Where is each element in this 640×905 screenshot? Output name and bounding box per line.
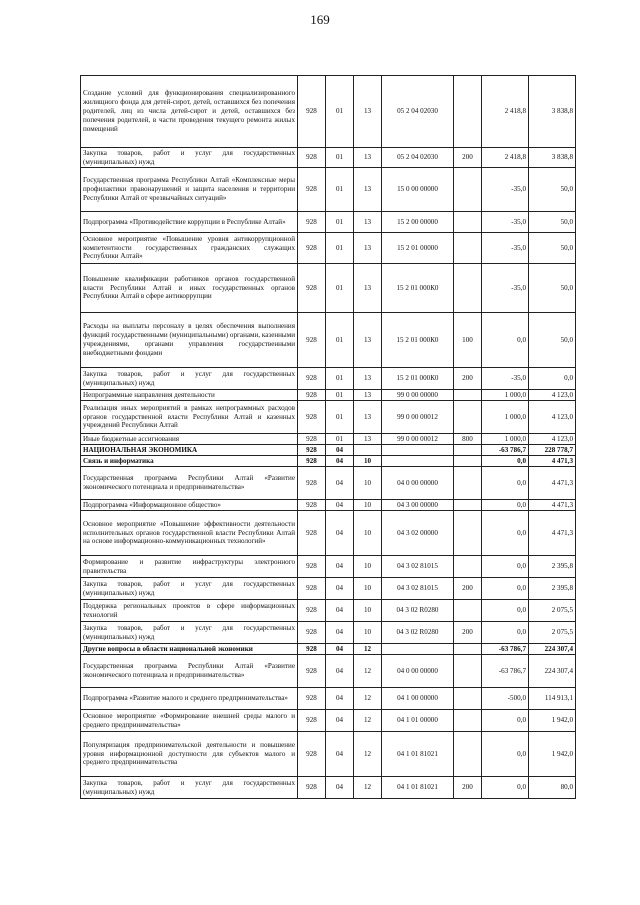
- row-name: Закупка товаров, работ и услуг для государственных (муниципальных) нужд: [81, 578, 298, 600]
- table-row: [81, 401, 576, 434]
- subsection-code: 13: [354, 434, 382, 445]
- amount-total: 2 075,5: [529, 600, 576, 622]
- subsection-code: 10: [354, 600, 382, 622]
- subsection-code: 12: [354, 777, 382, 799]
- expense-type-code: [454, 511, 482, 556]
- amount-total: 50,0: [529, 313, 576, 368]
- expense-type-code: [454, 233, 482, 264]
- section-code: 01: [326, 401, 354, 434]
- row-name: Реализация иных мероприятий в рамках непрограммных расходов органов государственной власти Республики Алтай и казенных учреждений Республики Алтай: [81, 401, 298, 434]
- expense-type-code: 200: [454, 148, 482, 168]
- amount-change: -63 786,7: [482, 644, 529, 655]
- amount-total: 1 942,0: [529, 732, 576, 777]
- amount-change: 0,0: [482, 578, 529, 600]
- subsection-code: 10: [354, 500, 382, 511]
- amount-total: 50,0: [529, 168, 576, 212]
- subsection-code: 12: [354, 710, 382, 732]
- amount-total: 4 471,3: [529, 456, 576, 467]
- table-row: [81, 622, 576, 644]
- ministry-code: 928: [298, 445, 326, 456]
- amount-total: 4 123,0: [529, 390, 576, 401]
- amount-change: -63 786,7: [482, 655, 529, 688]
- row-name: Другие вопросы в области национальной экономики: [81, 644, 298, 655]
- target-article-code: 04 3 02 81015: [382, 578, 454, 600]
- amount-change: 1 000,0: [482, 390, 529, 401]
- amount-total: 1 942,0: [529, 710, 576, 732]
- row-name: Расходы на выплаты персоналу в целях обеспечения выполнения функций государственными (муниципальными) органами, казенными учреждениями, органами управления государственными внебюджетными фондами: [81, 313, 298, 368]
- subsection-code: 13: [354, 368, 382, 390]
- expense-type-code: [454, 76, 482, 148]
- table-row: [81, 655, 576, 688]
- target-article-code: 04 1 00 00000: [382, 688, 454, 710]
- subsection-code: 12: [354, 655, 382, 688]
- amount-total: 4 471,3: [529, 500, 576, 511]
- amount-total: 4 471,3: [529, 467, 576, 500]
- ministry-code: 928: [298, 233, 326, 264]
- expense-type-code: [454, 644, 482, 655]
- row-name: Создание условий для функционирования специализированного жилищного фонда для детей-сирот, детей, оставшихся без попечения родителей, лиц из числа детей-сирот и детей, оставшихся без попечения родителей, в части проведения текущего ремонта жилых помещений: [81, 76, 298, 148]
- row-name: Связь и информатика: [81, 456, 298, 467]
- ministry-code: 928: [298, 212, 326, 233]
- target-article-code: 04 3 02 R0280: [382, 600, 454, 622]
- expense-type-code: [454, 732, 482, 777]
- expense-type-code: 800: [454, 434, 482, 445]
- ministry-code: 928: [298, 500, 326, 511]
- expense-type-code: [454, 456, 482, 467]
- amount-total: 114 913,1: [529, 688, 576, 710]
- ministry-code: 928: [298, 688, 326, 710]
- amount-total: 3 838,8: [529, 76, 576, 148]
- expense-type-code: [454, 467, 482, 500]
- amount-total: 224 307,4: [529, 644, 576, 655]
- row-name: Основное мероприятие «Формирование внешней среды малого и среднего предпринимательства»: [81, 710, 298, 732]
- target-article-code: 04 3 02 R0280: [382, 622, 454, 644]
- section-code: 04: [326, 456, 354, 467]
- section-code: 04: [326, 445, 354, 456]
- expense-type-code: 200: [454, 622, 482, 644]
- target-article-code: 04 0 00 00000: [382, 467, 454, 500]
- table-row: [81, 313, 576, 368]
- target-article-code: 15 2 01 000К0: [382, 368, 454, 390]
- row-name: Закупка товаров, работ и услуг для государственных (муниципальных) нужд: [81, 368, 298, 390]
- ministry-code: 928: [298, 511, 326, 556]
- ministry-code: 928: [298, 168, 326, 212]
- subsection-code: 13: [354, 233, 382, 264]
- ministry-code: 928: [298, 76, 326, 148]
- target-article-code: 04 1 01 81021: [382, 777, 454, 799]
- target-article-code: 15 2 01 00000: [382, 233, 454, 264]
- table-row: [81, 368, 576, 390]
- row-name: Государственная программа Республики Алтай «Развитие экономического потенциала и предпринимательства»: [81, 655, 298, 688]
- target-article-code: 04 3 00 00000: [382, 500, 454, 511]
- amount-change: 0,0: [482, 556, 529, 578]
- amount-total: 3 838,8: [529, 148, 576, 168]
- section-code: 04: [326, 467, 354, 500]
- target-article-code: [382, 644, 454, 655]
- table-row: [81, 390, 576, 401]
- amount-change: -35,0: [482, 264, 529, 313]
- ministry-code: 928: [298, 777, 326, 799]
- subsection-code: 13: [354, 390, 382, 401]
- section-code: 04: [326, 710, 354, 732]
- table-row: [81, 732, 576, 777]
- ministry-code: 928: [298, 401, 326, 434]
- target-article-code: 04 3 02 81015: [382, 556, 454, 578]
- section-code: 01: [326, 264, 354, 313]
- section-code: 04: [326, 622, 354, 644]
- ministry-code: 928: [298, 622, 326, 644]
- section-code: 01: [326, 313, 354, 368]
- ministry-code: 928: [298, 467, 326, 500]
- amount-change: 0,0: [482, 732, 529, 777]
- target-article-code: 15 2 01 000К0: [382, 264, 454, 313]
- row-name: Закупка товаров, работ и услуг для государственных (муниципальных) нужд: [81, 622, 298, 644]
- row-name: Государственная программа Республики Алтай «Комплексные меры профилактики правонарушений и защита населения и территории Республики Алтай от чрезвычайных ситуаций»: [81, 168, 298, 212]
- table-row: [81, 168, 576, 212]
- subsection-code: 10: [354, 556, 382, 578]
- ministry-code: 928: [298, 390, 326, 401]
- expense-type-code: [454, 168, 482, 212]
- target-article-code: 04 1 01 00000: [382, 710, 454, 732]
- row-name: Основное мероприятие «Повышение уровня антикоррупционной компетентности государственных гражданских служащих Республики Алтай»: [81, 233, 298, 264]
- table-row: [81, 434, 576, 445]
- amount-change: -63 786,7: [482, 445, 529, 456]
- row-name: Иные бюджетные ассигнования: [81, 434, 298, 445]
- target-article-code: 99 0 00 00000: [382, 390, 454, 401]
- expense-type-code: [454, 688, 482, 710]
- expense-type-code: [454, 212, 482, 233]
- amount-total: 2 075,5: [529, 622, 576, 644]
- section-code: 04: [326, 732, 354, 777]
- table-row: [81, 148, 576, 168]
- target-article-code: 99 0 00 00012: [382, 401, 454, 434]
- subsection-code: 13: [354, 76, 382, 148]
- ministry-code: 928: [298, 600, 326, 622]
- row-name: Непрограммные направления деятельности: [81, 390, 298, 401]
- ministry-code: 928: [298, 556, 326, 578]
- row-name: НАЦИОНАЛЬНАЯ ЭКОНОМИКА: [81, 445, 298, 456]
- target-article-code: 04 0 00 00000: [382, 655, 454, 688]
- expense-type-code: 200: [454, 777, 482, 799]
- table-row: [81, 233, 576, 264]
- amount-change: -500,0: [482, 688, 529, 710]
- row-name: Государственная программа Республики Алтай «Развитие экономического потенциала и предпринимательства»: [81, 467, 298, 500]
- table-row: [81, 264, 576, 313]
- amount-change: 2 418,8: [482, 76, 529, 148]
- ministry-code: 928: [298, 710, 326, 732]
- target-article-code: 15 0 00 00000: [382, 168, 454, 212]
- table-row: [81, 556, 576, 578]
- table-row: [81, 688, 576, 710]
- subsection-code: 10: [354, 456, 382, 467]
- section-code: 01: [326, 148, 354, 168]
- amount-change: 0,0: [482, 600, 529, 622]
- section-code: 04: [326, 556, 354, 578]
- amount-total: 80,0: [529, 777, 576, 799]
- table-row: [81, 212, 576, 233]
- section-code: 04: [326, 500, 354, 511]
- expense-type-code: [454, 655, 482, 688]
- section-code: 04: [326, 578, 354, 600]
- target-article-code: 05 2 04 02030: [382, 76, 454, 148]
- amount-total: 2 395,8: [529, 556, 576, 578]
- subsection-code: 13: [354, 148, 382, 168]
- amount-total: 50,0: [529, 212, 576, 233]
- expense-type-code: [454, 264, 482, 313]
- table-row: [81, 710, 576, 732]
- amount-change: -35,0: [482, 368, 529, 390]
- subsection-code: 10: [354, 578, 382, 600]
- row-name: Формирование и развитие инфраструктуры электронного правительства: [81, 556, 298, 578]
- target-article-code: [382, 456, 454, 467]
- expense-type-code: 200: [454, 368, 482, 390]
- amount-total: 4 123,0: [529, 401, 576, 434]
- amount-change: -35,0: [482, 168, 529, 212]
- row-name: Подпрограмма «Противодействие коррупции в Республике Алтай»: [81, 212, 298, 233]
- table-row: [81, 445, 576, 456]
- table-row: [81, 500, 576, 511]
- section-code: 01: [326, 390, 354, 401]
- expense-type-code: [454, 710, 482, 732]
- amount-change: 1 000,0: [482, 434, 529, 445]
- row-name: Популяризация предпринимательской деятельности и повышение уровня информационной доступности для субъектов малого и среднего предпринимательства: [81, 732, 298, 777]
- table-row: [81, 467, 576, 500]
- row-name: Основное мероприятие «Повышение эффективности деятельности исполнительных органов государственной власти Республики Алтай на основе информационно-коммуникационных технологий»: [81, 511, 298, 556]
- amount-change: 0,0: [482, 456, 529, 467]
- ministry-code: 928: [298, 655, 326, 688]
- budget-table: [80, 75, 576, 799]
- subsection-code: 13: [354, 401, 382, 434]
- target-article-code: 04 1 01 81021: [382, 732, 454, 777]
- subsection-code: 10: [354, 511, 382, 556]
- section-code: 04: [326, 511, 354, 556]
- table-row: [81, 600, 576, 622]
- amount-change: 0,0: [482, 313, 529, 368]
- ministry-code: 928: [298, 264, 326, 313]
- section-code: 04: [326, 600, 354, 622]
- subsection-code: 10: [354, 622, 382, 644]
- table-row: [81, 777, 576, 799]
- target-article-code: 15 2 01 000К0: [382, 313, 454, 368]
- section-code: 01: [326, 168, 354, 212]
- section-code: 04: [326, 644, 354, 655]
- ministry-code: 928: [298, 148, 326, 168]
- section-code: 01: [326, 212, 354, 233]
- section-code: 04: [326, 777, 354, 799]
- amount-total: 0,0: [529, 368, 576, 390]
- section-code: 01: [326, 368, 354, 390]
- amount-change: 0,0: [482, 467, 529, 500]
- target-article-code: 04 3 02 00000: [382, 511, 454, 556]
- subsection-code: 13: [354, 264, 382, 313]
- ministry-code: 928: [298, 644, 326, 655]
- expense-type-code: [454, 600, 482, 622]
- target-article-code: [382, 445, 454, 456]
- amount-change: 2 418,8: [482, 148, 529, 168]
- section-code: 04: [326, 655, 354, 688]
- table-row: [81, 456, 576, 467]
- subsection-code: 13: [354, 313, 382, 368]
- ministry-code: 928: [298, 434, 326, 445]
- ministry-code: 928: [298, 732, 326, 777]
- expense-type-code: 100: [454, 313, 482, 368]
- amount-total: 4 123,0: [529, 434, 576, 445]
- amount-change: 0,0: [482, 777, 529, 799]
- section-code: 01: [326, 434, 354, 445]
- amount-total: 50,0: [529, 264, 576, 313]
- row-name: Подпрограмма «Информационное общество»: [81, 500, 298, 511]
- subsection-code: 12: [354, 688, 382, 710]
- expense-type-code: 200: [454, 578, 482, 600]
- amount-total: 50,0: [529, 233, 576, 264]
- amount-change: 0,0: [482, 511, 529, 556]
- table-row: [81, 76, 576, 148]
- subsection-code: 13: [354, 212, 382, 233]
- ministry-code: 928: [298, 313, 326, 368]
- amount-change: -35,0: [482, 233, 529, 264]
- ministry-code: 928: [298, 368, 326, 390]
- section-code: 01: [326, 233, 354, 264]
- subsection-code: 12: [354, 732, 382, 777]
- expense-type-code: [454, 556, 482, 578]
- target-article-code: 99 0 00 00012: [382, 434, 454, 445]
- subsection-code: 10: [354, 467, 382, 500]
- amount-change: 1 000,0: [482, 401, 529, 434]
- section-code: 04: [326, 688, 354, 710]
- subsection-code: 12: [354, 644, 382, 655]
- expense-type-code: [454, 401, 482, 434]
- row-name: Поддержка региональных проектов в сфере информационных технологий: [81, 600, 298, 622]
- subsection-code: 13: [354, 168, 382, 212]
- row-name: Подпрограмма «Развитие малого и среднего предпринимательства»: [81, 688, 298, 710]
- page-number: 169: [310, 12, 330, 27]
- row-name: Закупка товаров, работ и услуг для государственных (муниципальных) нужд: [81, 148, 298, 168]
- amount-change: 0,0: [482, 500, 529, 511]
- subsection-code: [354, 445, 382, 456]
- row-name: Повышение квалификации работников органов государственной власти Республики Алтай и иных государственных органов Республики Алтай в сфере антикоррупции: [81, 264, 298, 313]
- table-row: [81, 644, 576, 655]
- row-name: Закупка товаров, работ и услуг для государственных (муниципальных) нужд: [81, 777, 298, 799]
- expense-type-code: [454, 390, 482, 401]
- amount-change: 0,0: [482, 622, 529, 644]
- table-row: [81, 578, 576, 600]
- amount-total: 228 778,7: [529, 445, 576, 456]
- amount-change: -35,0: [482, 212, 529, 233]
- amount-total: 4 471,3: [529, 511, 576, 556]
- expense-type-code: [454, 445, 482, 456]
- amount-total: 2 395,8: [529, 578, 576, 600]
- ministry-code: 928: [298, 456, 326, 467]
- table-row: [81, 511, 576, 556]
- target-article-code: 05 2 04 02030: [382, 148, 454, 168]
- amount-total: 224 307,4: [529, 655, 576, 688]
- target-article-code: 15 2 00 00000: [382, 212, 454, 233]
- section-code: 01: [326, 76, 354, 148]
- amount-change: 0,0: [482, 710, 529, 732]
- ministry-code: 928: [298, 578, 326, 600]
- expense-type-code: [454, 500, 482, 511]
